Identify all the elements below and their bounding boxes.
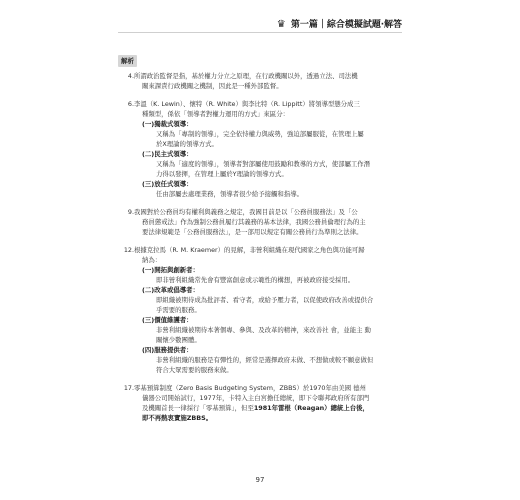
- header-title: 第一篇｜綜合模擬試題‧解答: [290, 20, 402, 30]
- sub-heading: (四)服務提供者：: [142, 346, 193, 354]
- item-text: 9.我國對於公務員均有權利與義務之規定，我國目前是以「公務員服務法」及「公: [118, 207, 408, 217]
- item-text-line: 種類型，係依「領導者對權力運用的方式」來區分：: [142, 110, 289, 118]
- item-number: 6.: [127, 100, 134, 108]
- sub-body-line: 又稱為「適度的領導」，領導者對部屬使用鼓勵和教導的方式，使部屬工作潛: [156, 160, 371, 168]
- sub-body-line: 非營利組織的服務是有彈性的，經常是選擇政府未做、不想做或較不願意做但: [156, 356, 374, 364]
- item-text-line: 儀器公司開始試行，1977年，卡特入主白宮擔任總統，即下令聯邦政府所有部門: [142, 394, 370, 402]
- sub-body-line: 即非營利組織常先會有豐富創意或示範性的構想，再被政府接受採用。: [156, 276, 355, 284]
- sub-heading: (三)價值維護者：: [142, 316, 193, 324]
- page-number: 97: [255, 476, 265, 484]
- emphasis-text: 1981年雷根（Reagan）總統上台後，: [253, 404, 369, 412]
- emphasis-text: 即不再熱衷實施ZBBS。: [142, 414, 213, 422]
- sub-heading: (一)開拓與創新者：: [142, 266, 199, 274]
- page-header: [277, 17, 402, 30]
- sub-body-line: 非營利組織被期待本著個專、參與、及改革的精神，來改善社 會，並能主 動: [156, 326, 371, 334]
- item-text-line: 納為：: [142, 256, 162, 264]
- sub-body-line: 任由部屬去處理業務，領導者很少給予接觸和指導。: [156, 190, 303, 198]
- sub-heading: (三)放任式領導：: [142, 180, 193, 188]
- sub-heading: (一)獨裁式領導：: [142, 120, 193, 128]
- item-number: 12.: [123, 246, 134, 254]
- answer-item-6: [118, 99, 408, 199]
- sub-body-line: 又稱為「專制的領導」，完全依恃權力與威勢，強迫部屬服從，在管理上屬: [156, 130, 364, 138]
- answer-item-9: [118, 207, 408, 237]
- item-text-line: 要法律規範是「公務員服務法」，是一部用以規定有關公務員行為準則之法律。: [142, 228, 363, 236]
- item-text: 6.李溫（K. Lewin）、懷特（R. White）與李比特（R. Lippitt）將領導型態分成三: [118, 99, 408, 109]
- answer-item-17: [118, 383, 408, 423]
- item-text: 12.根據克拉馬（R. M. Kraemer）的見解，非營利組織在現代國家之角色與功能可歸: [118, 245, 408, 255]
- sub-body-line: 力得以發揮，在管理上屬於Y理論的領導方式。: [156, 170, 288, 178]
- item-number: 4.: [127, 72, 134, 80]
- header-divider: [118, 32, 402, 33]
- item-text: 4.所謂政治監督是指，基於權力分立之原理，在行政機關以外，透過立法、司法機: [118, 71, 408, 81]
- answer-item-4: [118, 71, 408, 91]
- crown-icon: ♛: [276, 19, 286, 30]
- sub-body-line: 於X理論的領導方式。: [156, 140, 218, 148]
- item-text-line: 及機關首長一律採行「零基預算」，但至1981年雷根（Reagan）總統上台後，: [142, 404, 369, 412]
- answer-content: [118, 55, 408, 431]
- item-number: 17.: [123, 384, 134, 392]
- sub-body-line: 關懷少數團體。: [156, 336, 201, 344]
- item-text-line: 務員懲戒法」作為強制公務員履行其義務的基本法律，我國公務員倫理行為的主: [142, 218, 366, 226]
- analysis-badge: 解析: [118, 55, 137, 67]
- item-number: 9.: [127, 208, 134, 216]
- sub-heading: (二)民主式領導：: [142, 150, 193, 158]
- item-text: 17.零基預算制度（Zero Basis Budgeting System，ZBBS）於1970年由美國 德州: [118, 383, 408, 393]
- sub-body-line: 即組織被期待成為批評者、看守者，或給予壓力者，以促使政府改善或提供合: [156, 296, 374, 304]
- answer-item-12: [118, 245, 408, 375]
- item-text-line: 關來課責行政機關之機制，因此是一種外部監督。: [142, 82, 283, 90]
- sub-body-line: 乎需要的服務。: [156, 306, 201, 314]
- sub-body-line: 符合大眾需要的服務來做。: [156, 366, 233, 374]
- sub-heading: (二)改革或倡導者：: [142, 286, 199, 294]
